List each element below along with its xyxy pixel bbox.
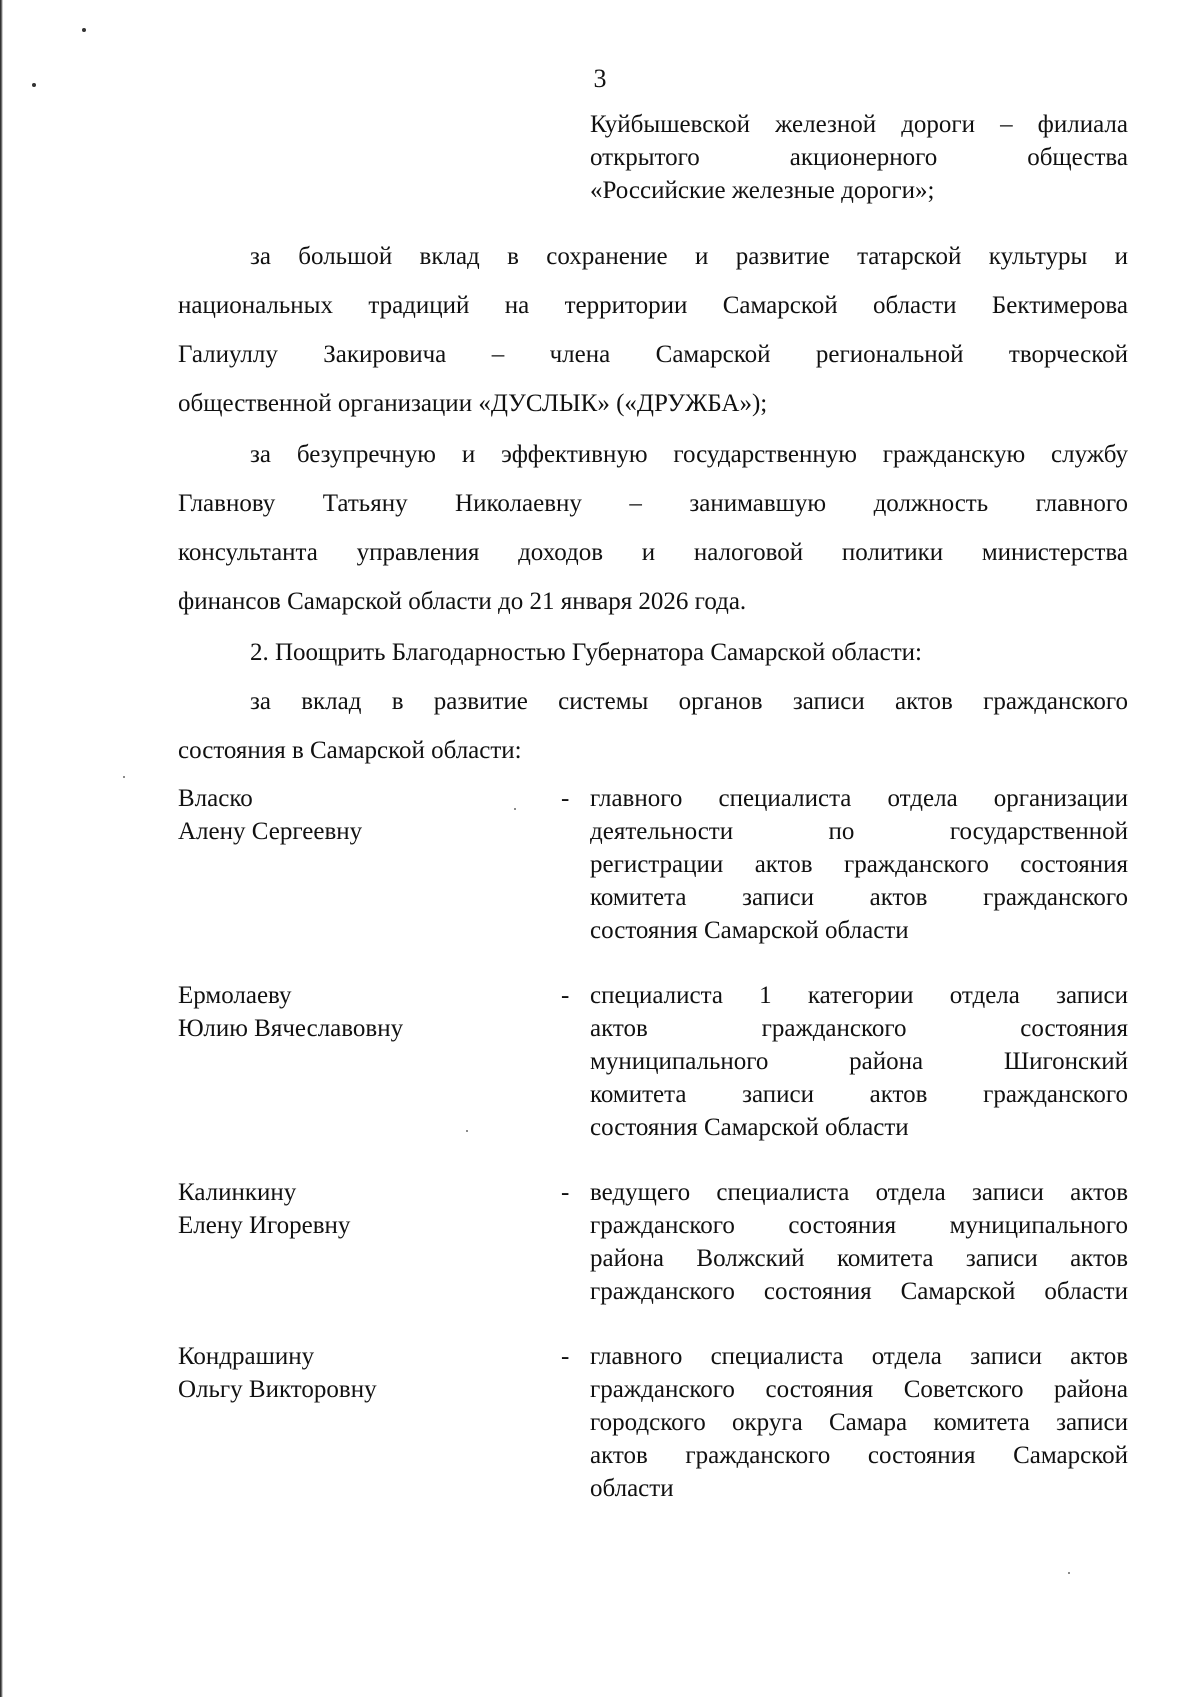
- paragraph-item-2: [178, 628, 1128, 677]
- position-line: специалиста 1 категории отдела записи: [590, 982, 1128, 1009]
- scan-speck: [123, 776, 125, 778]
- position-line: городского округа Самара комитета записи: [590, 1409, 1128, 1436]
- position-line: главного специалиста отдела записи актов: [590, 1343, 1128, 1370]
- dash-separator: -: [561, 1343, 570, 1370]
- paragraph-line: 2. Поощрить Благодарностью Губернатора Самарской области:: [250, 639, 922, 666]
- paragraph-glavnova: [178, 430, 1128, 626]
- position-line: гражданского состояния Самарской области: [590, 1278, 1128, 1305]
- dash-separator: -: [561, 1179, 570, 1206]
- dash-separator: -: [561, 785, 570, 812]
- position-line: состояния Самарской области: [590, 1114, 909, 1141]
- paragraph-line: консультанта управления доходов и налоговой политики министерства: [178, 539, 1128, 566]
- position-line: комитета записи актов гражданского: [590, 884, 1128, 911]
- paragraph-line: состояния в Самарской области:: [178, 737, 522, 764]
- position-line: состояния Самарской области: [590, 917, 909, 944]
- awardee-position: [590, 1340, 1128, 1505]
- scan-speck: [82, 28, 86, 32]
- awardee-name: [178, 782, 538, 848]
- paragraph-line: национальных традиций на территории Самарской области Бектимерова: [178, 292, 1128, 319]
- position-line: комитета записи актов гражданского: [590, 1081, 1128, 1108]
- paragraph-line: за вклад в развитие системы органов записи актов гражданского: [250, 688, 1128, 715]
- awardee-name-line: Алену Сергеевну: [178, 818, 363, 845]
- paragraph-line: Главнову Татьяну Николаевну – занимавшую должность главного: [178, 490, 1128, 517]
- position-line: гражданского состояния Советского района: [590, 1376, 1128, 1403]
- paragraph-line: Галиуллу Закировича – члена Самарской региональной творческой: [178, 341, 1128, 368]
- dash-separator: -: [561, 982, 570, 1009]
- awardee-name-line: Власко: [178, 785, 253, 812]
- awardee-name: [178, 1340, 538, 1406]
- awardee-entry: [178, 1340, 1128, 1510]
- paragraph-line: финансов Самарской области до 21 января 2026 года.: [178, 588, 747, 615]
- position-line: регистрации актов гражданского состояния: [590, 851, 1128, 878]
- position-line: актов гражданского состояния Самарской: [590, 1442, 1128, 1469]
- position-line: гражданского состояния муниципального: [590, 1212, 1128, 1239]
- awardee-position: [590, 782, 1128, 947]
- paragraph-line: за большой вклад в сохранение и развитие татарской культуры и: [250, 243, 1128, 270]
- awardee-name: [178, 1176, 538, 1242]
- awardee-name-line: Елену Игоревну: [178, 1212, 351, 1239]
- awardee-position: [590, 979, 1128, 1144]
- paragraph-zags-intro: [178, 677, 1128, 775]
- paragraph-line: общественной организации «ДУСЛЫК» («ДРУЖБА»);: [178, 390, 768, 417]
- paragraph-line: за безупречную и эффективную государственную гражданскую службу: [250, 441, 1128, 468]
- header-block: [590, 108, 1128, 207]
- position-line: муниципального района Шигонский: [590, 1048, 1128, 1075]
- awardee-name-line: Кондрашину: [178, 1343, 315, 1370]
- position-line: деятельности по государственной: [590, 818, 1128, 845]
- paragraph-bektimerov: [178, 232, 1128, 428]
- awardee-name-line: Ольгу Викторовну: [178, 1376, 377, 1403]
- position-line: главного специалиста отдела организации: [590, 785, 1128, 812]
- position-line: области: [590, 1475, 674, 1502]
- header-line: «Российские железные дороги»;: [590, 177, 935, 204]
- position-line: ведущего специалиста отдела записи актов: [590, 1179, 1128, 1206]
- position-line: актов гражданского состояния: [590, 1015, 1128, 1042]
- page-number: 3: [593, 64, 607, 93]
- scan-speck: [1068, 1572, 1070, 1574]
- awardee-name-line: Юлию Вячеславовну: [178, 1015, 404, 1042]
- awardee-name-line: Ермолаеву: [178, 982, 292, 1009]
- header-line: открытого акционерного общества: [590, 144, 1128, 171]
- awardee-entry: [178, 979, 1128, 1176]
- awardee-name: [178, 979, 538, 1045]
- header-line: Куйбышевской железной дороги – филиала: [590, 111, 1128, 138]
- awardee-position: [590, 1176, 1128, 1308]
- awardee-entry: [178, 1176, 1128, 1340]
- position-line: района Волжский комитета записи актов: [590, 1245, 1128, 1272]
- scan-edge: [0, 0, 3, 1697]
- awardee-name-line: Калинкину: [178, 1179, 297, 1206]
- awardees-list: [178, 782, 1128, 1510]
- awardee-entry: [178, 782, 1128, 979]
